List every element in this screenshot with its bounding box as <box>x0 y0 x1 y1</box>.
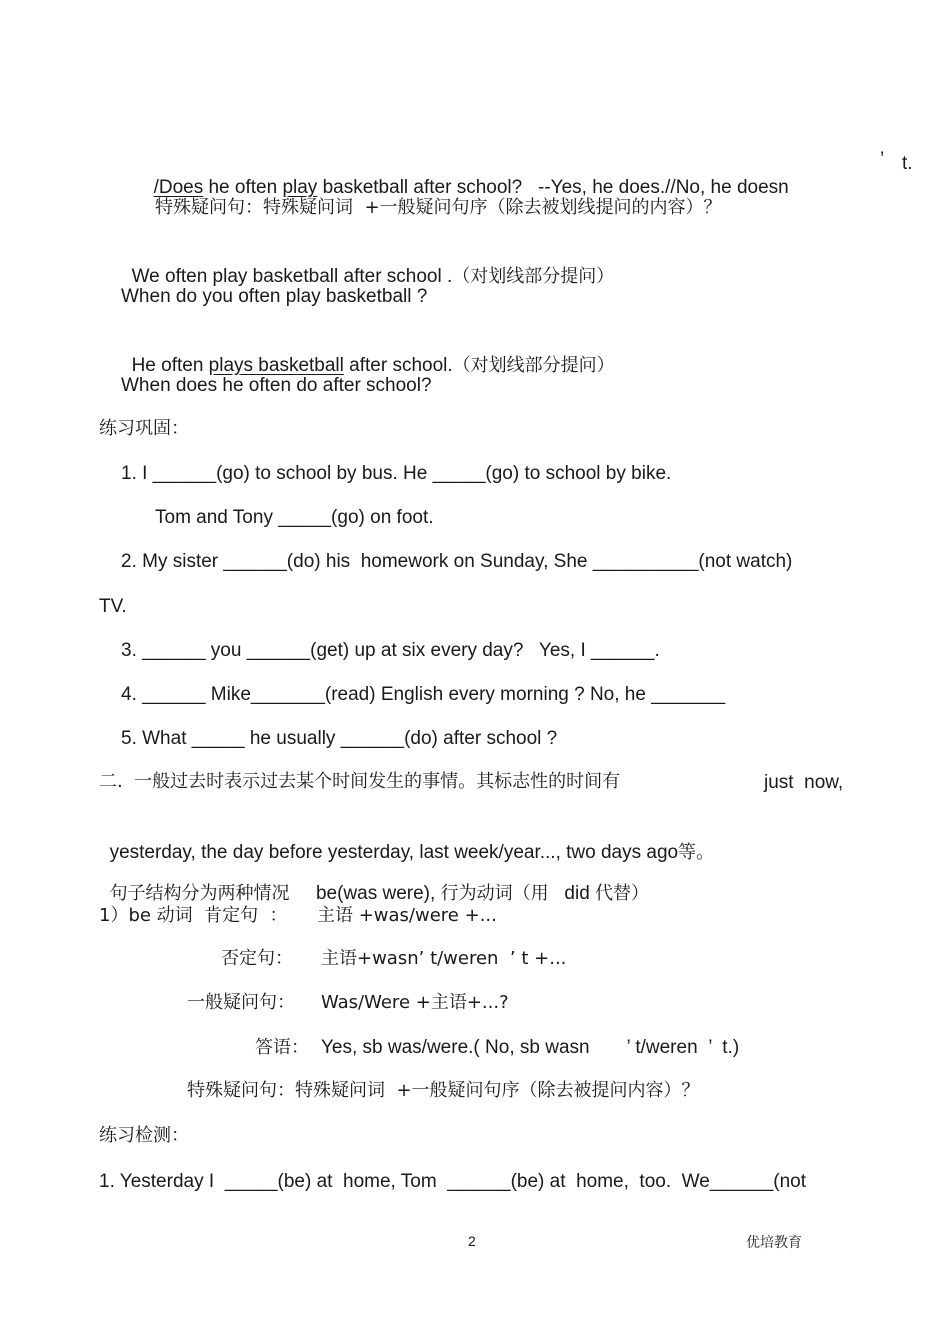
practice-heading: 练习巩固： <box>99 418 189 439</box>
be-affirmative-label: 1）be 动词 肯定句 ： <box>99 905 288 926</box>
structure-text: 句子结构分为两种情况 <box>109 883 290 904</box>
exercise-1-cont: Tom and Tony _____(go) on foot. <box>155 507 434 528</box>
instruction-note: （对划线部分提问） <box>452 355 615 376</box>
special-question-rule: 特殊疑问句：特殊疑问词 +一般疑问句序（除去被划线提问的内容）？ <box>155 197 722 218</box>
practice-check-heading: 练习检测： <box>99 1125 189 1146</box>
example-sentence <box>121 241 614 289</box>
structure-verb: 行为动词（用 <box>440 883 549 904</box>
example-answer: When does he often do after school? <box>121 375 432 396</box>
exercise-1: 1. I ______(go) to school by bus. He _____(go) to school by bike. <box>121 463 672 484</box>
text-segment: he often <box>203 177 283 198</box>
exercise-2-cont: TV. <box>99 596 127 617</box>
section-2-heading-en: just now, <box>764 772 844 793</box>
be-answer-form: Yes, sb was/were.( No, sb wasn ’ t/weren ’ t.) <box>321 1037 740 1058</box>
text-segment: after school. <box>343 355 453 376</box>
be-question-label: 一般疑问句： <box>187 992 295 1013</box>
underlined-does: /Does <box>153 177 204 198</box>
exercise-2-1: 1. Yesterday I _____(be) at home, Tom ______(be) at home, too. We______(not <box>99 1171 806 1192</box>
apostrophe: ’ <box>880 149 885 170</box>
instruction-note: （对划线部分提问） <box>452 266 615 287</box>
be-negative-label: 否定句： <box>221 948 293 969</box>
be-special-question: 特殊疑问句：特殊疑问词 +一般疑问句序（除去被提问内容）？ <box>187 1080 700 1101</box>
structure-did: did <box>564 883 590 904</box>
be-answer-label: 答语： <box>255 1037 309 1058</box>
exercise-5: 5. What _____ he usually ______(do) after school ? <box>121 728 558 749</box>
structure-be: be(was were), <box>315 883 441 904</box>
text-segment: basketball after school? --Yes, he does.//No, he doesn <box>317 177 789 198</box>
example-answer: When do you often play basketball ? <box>121 286 428 307</box>
exercise-4: 4. ______ Mike_______(read) English every morning ? No, he _______ <box>121 684 726 705</box>
be-question-form: Was/Were +主语+...? <box>321 992 509 1013</box>
underlined-play: play <box>282 177 318 198</box>
underlined-plays-basketball: plays basketball <box>208 355 344 376</box>
time-markers-etc: 等。 <box>678 842 715 863</box>
example-sentence <box>121 330 615 378</box>
exercise-3: 3. ______ you ______(get) up at six every day? Yes, I ______. <box>121 640 660 661</box>
sentence-structure-line <box>99 858 649 906</box>
structure-replace: 代替） <box>595 883 650 904</box>
text-segment: He often <box>131 355 209 376</box>
sentence-text: We often play basketball after school . <box>131 266 453 287</box>
section-2-heading: 二. 一般过去时表示过去某个时间发生的事情。其标志性的时间有 <box>99 771 621 792</box>
example-question-line <box>143 152 789 200</box>
time-markers-en: yesterday, the day before yesterday, last week/year..., two days ago <box>109 842 679 863</box>
footer-brand: 优培教育 <box>746 1235 802 1251</box>
page-number: 2 <box>468 1233 476 1249</box>
exercise-2: 2. My sister ______(do) his homework on Sunday, She __________(not watch) <box>121 551 793 572</box>
be-negative-form: 主语+wasn’ t/weren ’ t +... <box>321 948 567 969</box>
text-segment: t. <box>902 153 913 174</box>
be-affirmative-form: 主语 +was/were +... <box>317 905 497 926</box>
